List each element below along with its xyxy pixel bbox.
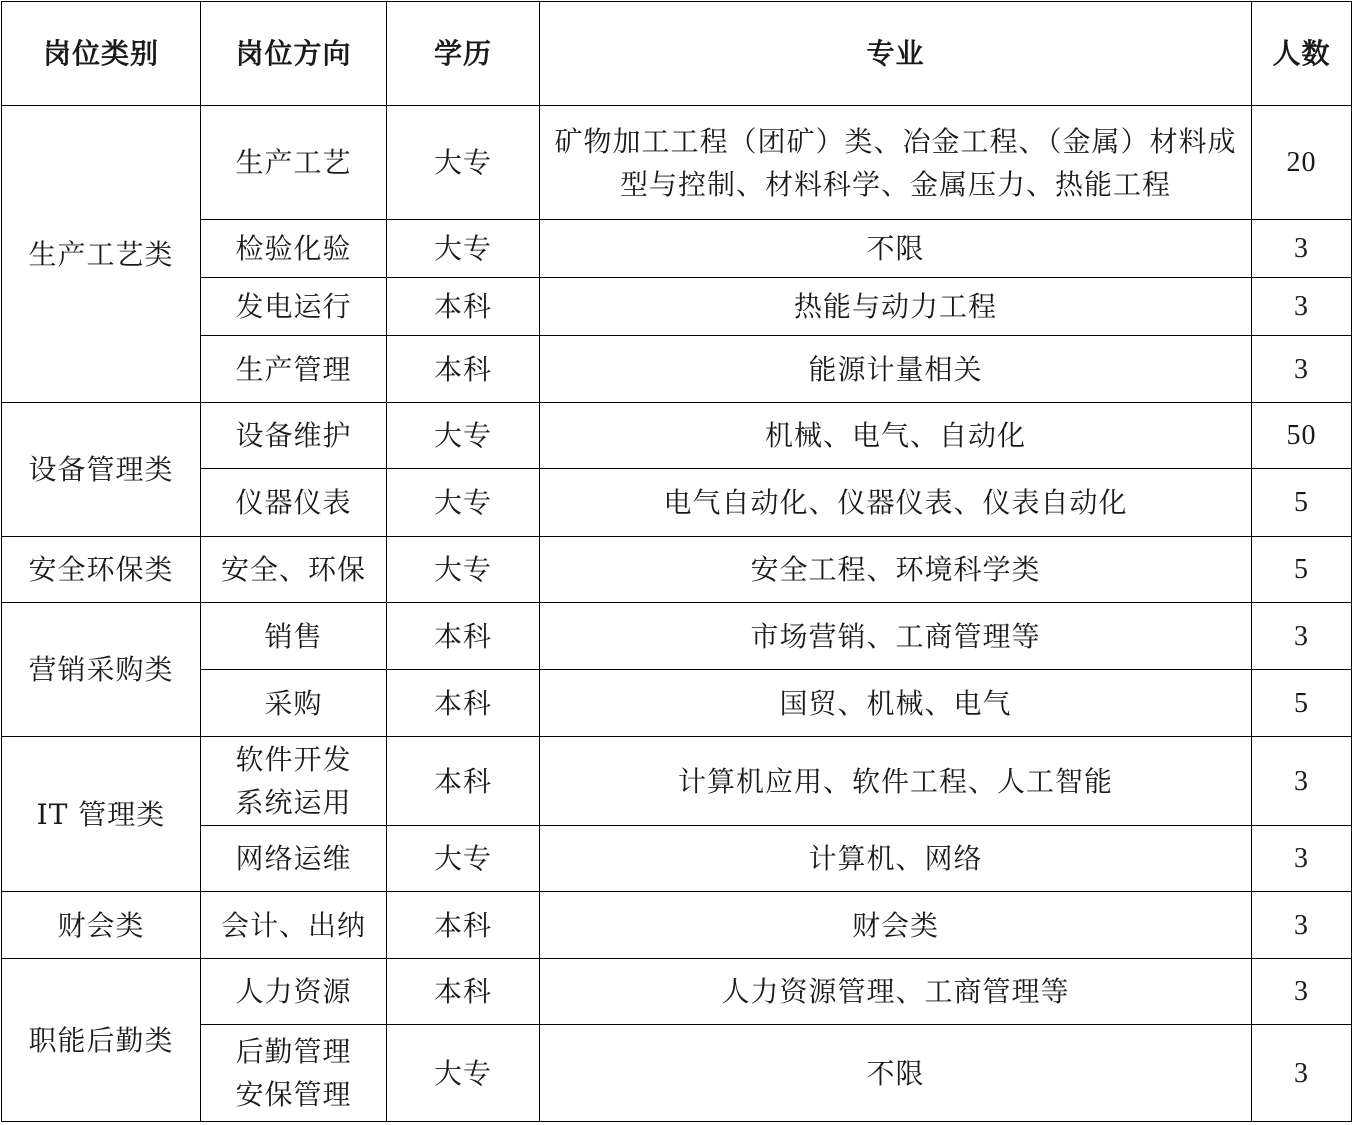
direction-cell: 销售 bbox=[201, 603, 387, 670]
education-cell: 本科 bbox=[387, 959, 540, 1025]
direction-cell: 发电运行 bbox=[201, 278, 387, 336]
education-cell: 本科 bbox=[387, 670, 540, 737]
major-cell: 能源计量相关 bbox=[540, 336, 1252, 403]
major-cell: 不限 bbox=[540, 220, 1252, 278]
education-cell: 大专 bbox=[387, 106, 540, 220]
table-row bbox=[2, 826, 1352, 892]
major-cell: 市场营销、工商管理等 bbox=[540, 603, 1252, 670]
education-cell: 本科 bbox=[387, 336, 540, 403]
count-cell: 5 bbox=[1252, 537, 1352, 603]
direction-line: 后勤管理 bbox=[235, 1035, 352, 1068]
table-row bbox=[2, 1025, 1352, 1122]
header-count: 人数 bbox=[1252, 2, 1352, 106]
direction-cell: 生产管理 bbox=[201, 336, 387, 403]
table-row bbox=[2, 670, 1352, 737]
category-cell: IT 管理类 bbox=[2, 737, 201, 892]
table-row bbox=[2, 737, 1352, 826]
direction-cell: 人力资源 bbox=[201, 959, 387, 1025]
table-row bbox=[2, 537, 1352, 603]
category-cell: 安全环保类 bbox=[2, 537, 201, 603]
direction-line: 安保管理 bbox=[235, 1078, 352, 1111]
direction-line: 软件开发 bbox=[235, 743, 352, 776]
count-cell: 20 bbox=[1252, 106, 1352, 220]
education-cell: 本科 bbox=[387, 603, 540, 670]
count-cell: 3 bbox=[1252, 826, 1352, 892]
count-cell: 50 bbox=[1252, 403, 1352, 469]
table-row bbox=[2, 220, 1352, 278]
category-cell: 生产工艺类 bbox=[2, 106, 201, 403]
direction-line: 系统运用 bbox=[235, 786, 352, 819]
count-cell: 3 bbox=[1252, 220, 1352, 278]
direction-cell bbox=[201, 1025, 387, 1122]
count-cell: 3 bbox=[1252, 1025, 1352, 1122]
table-row bbox=[2, 959, 1352, 1025]
table-row bbox=[2, 603, 1352, 670]
table-row bbox=[2, 278, 1352, 336]
major-cell: 人力资源管理、工商管理等 bbox=[540, 959, 1252, 1025]
table-row bbox=[2, 469, 1352, 537]
direction-cell: 采购 bbox=[201, 670, 387, 737]
direction-cell: 会计、出纳 bbox=[201, 892, 387, 959]
count-cell: 3 bbox=[1252, 737, 1352, 826]
count-cell: 5 bbox=[1252, 469, 1352, 537]
direction-cell: 设备维护 bbox=[201, 403, 387, 469]
count-cell: 3 bbox=[1252, 959, 1352, 1025]
count-cell: 3 bbox=[1252, 603, 1352, 670]
direction-cell: 生产工艺 bbox=[201, 106, 387, 220]
major-cell: 国贸、机械、电气 bbox=[540, 670, 1252, 737]
table-row bbox=[2, 336, 1352, 403]
category-cell: 职能后勤类 bbox=[2, 959, 201, 1122]
table-row bbox=[2, 403, 1352, 469]
table-row bbox=[2, 892, 1352, 959]
count-cell: 3 bbox=[1252, 892, 1352, 959]
education-cell: 大专 bbox=[387, 1025, 540, 1122]
major-cell: 计算机、网络 bbox=[540, 826, 1252, 892]
category-cell: 设备管理类 bbox=[2, 403, 201, 537]
count-cell: 3 bbox=[1252, 278, 1352, 336]
table-row bbox=[2, 106, 1352, 220]
direction-cell: 安全、环保 bbox=[201, 537, 387, 603]
direction-cell: 网络运维 bbox=[201, 826, 387, 892]
education-cell: 大专 bbox=[387, 537, 540, 603]
major-cell: 热能与动力工程 bbox=[540, 278, 1252, 336]
header-category: 岗位类别 bbox=[2, 2, 201, 106]
education-cell: 大专 bbox=[387, 220, 540, 278]
major-cell: 不限 bbox=[540, 1025, 1252, 1122]
education-cell: 本科 bbox=[387, 278, 540, 336]
header-row bbox=[2, 2, 1352, 106]
education-cell: 本科 bbox=[387, 892, 540, 959]
category-cell: 营销采购类 bbox=[2, 603, 201, 737]
major-cell: 电气自动化、仪器仪表、仪表自动化 bbox=[540, 469, 1252, 537]
count-cell: 3 bbox=[1252, 336, 1352, 403]
major-cell: 安全工程、环境科学类 bbox=[540, 537, 1252, 603]
count-cell: 5 bbox=[1252, 670, 1352, 737]
direction-cell: 检验化验 bbox=[201, 220, 387, 278]
header-education: 学历 bbox=[387, 2, 540, 106]
header-direction: 岗位方向 bbox=[201, 2, 387, 106]
major-cell: 计算机应用、软件工程、人工智能 bbox=[540, 737, 1252, 826]
major-cell: 机械、电气、自动化 bbox=[540, 403, 1252, 469]
direction-cell: 仪器仪表 bbox=[201, 469, 387, 537]
direction-cell bbox=[201, 737, 387, 826]
header-major: 专业 bbox=[540, 2, 1252, 106]
education-cell: 大专 bbox=[387, 469, 540, 537]
education-cell: 大专 bbox=[387, 826, 540, 892]
education-cell: 大专 bbox=[387, 403, 540, 469]
category-cell: 财会类 bbox=[2, 892, 201, 959]
major-cell: 矿物加工工程（团矿）类、冶金工程、（金属）材料成型与控制、材料科学、金属压力、热能工程 bbox=[540, 106, 1252, 220]
recruitment-table bbox=[1, 1, 1352, 1122]
major-cell: 财会类 bbox=[540, 892, 1252, 959]
education-cell: 本科 bbox=[387, 737, 540, 826]
